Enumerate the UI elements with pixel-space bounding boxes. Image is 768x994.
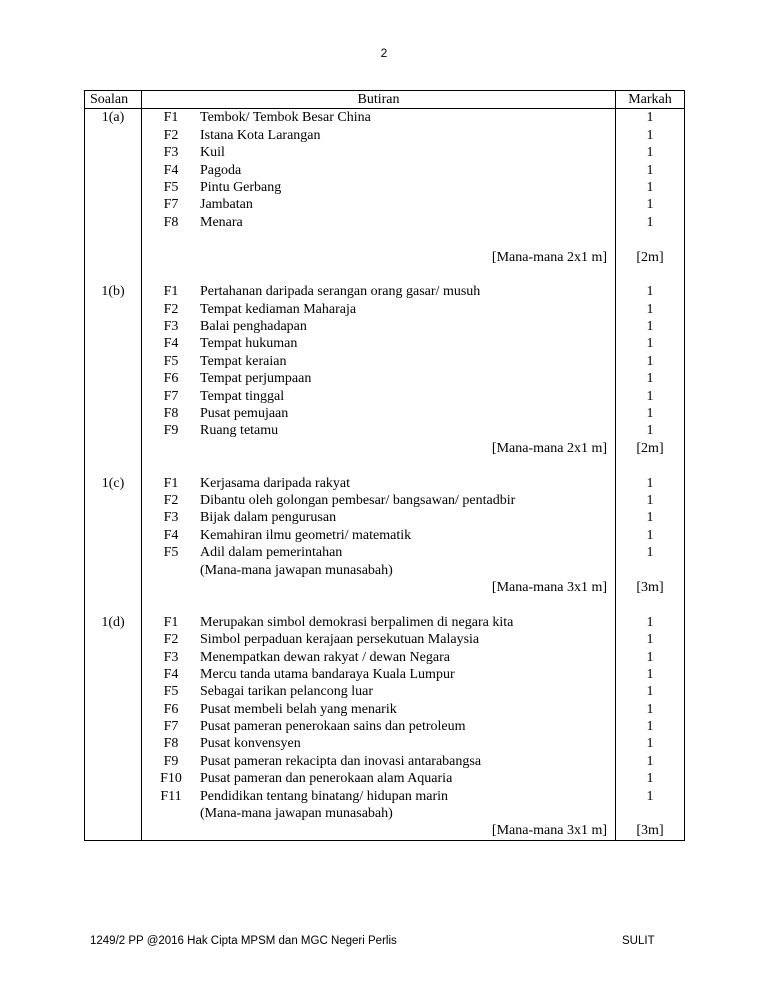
item-mark: 1 — [646, 493, 654, 508]
item-mark: 1 — [646, 214, 654, 230]
section-total: [2m] — [636, 440, 664, 456]
summary-instruction: [Mana-mana 3x1 m] — [491, 823, 607, 839]
details-cell — [142, 475, 616, 614]
answer-text: Sebagai tarikan pelancong luar — [200, 684, 373, 700]
answer-item — [148, 179, 609, 196]
footer-copyright: 1249/2 PP @2016 Hak Cipta MPSM dan MGC Negeri Perlis — [90, 935, 397, 947]
section-row — [85, 614, 685, 841]
answer-item — [148, 718, 609, 735]
answer-text: Merupakan simbol demokrasi berpalimen di negara kita — [200, 614, 514, 630]
answer-item — [148, 631, 609, 648]
marks-cell — [616, 283, 685, 474]
answer-item — [148, 301, 609, 318]
answer-item — [148, 527, 609, 544]
answer-item — [148, 788, 609, 805]
table-header-row — [85, 91, 685, 109]
item-mark: 1 — [646, 371, 654, 387]
marks-cell — [616, 614, 685, 841]
answer-text: Balai penghadapan — [200, 319, 307, 335]
answer-text: Adil dalam pemerintahan — [200, 545, 343, 561]
summary-instruction: [Mana-mana 2x1 m] — [491, 440, 607, 456]
item-mark: 1 — [646, 127, 654, 143]
table-body — [85, 109, 685, 840]
answer-code: F2 — [163, 127, 179, 143]
answer-code: F10 — [160, 771, 182, 787]
header-soalan: Soalan — [85, 91, 142, 109]
header-markah: Markah — [616, 91, 685, 109]
answer-code: F9 — [163, 423, 179, 439]
answer-text: Pusat pameran penerokaan sains dan petroleum — [200, 719, 466, 735]
answer-code: F3 — [163, 319, 179, 335]
answer-code: F1 — [163, 110, 179, 126]
answer-item — [148, 753, 609, 770]
answer-text: Kerjasama daripada rakyat — [200, 475, 351, 491]
footer-classification: SULIT — [622, 935, 655, 947]
summary-instruction: [Mana-mana 3x1 m] — [491, 579, 607, 595]
answer-code: F5 — [163, 353, 179, 369]
answer-code: F5 — [163, 179, 179, 195]
answer-text: Pusat pameran dan penerokaan alam Aquaria — [200, 771, 453, 787]
question-cell — [85, 283, 142, 474]
answer-item — [148, 735, 609, 752]
section-total: [2m] — [636, 249, 664, 265]
question-cell — [85, 475, 142, 614]
item-mark: 1 — [646, 788, 654, 804]
item-mark: 1 — [646, 771, 654, 787]
answer-code: F3 — [163, 145, 179, 161]
item-mark: 1 — [646, 684, 654, 700]
details-cell — [142, 283, 616, 474]
answer-code: F11 — [160, 788, 182, 804]
answer-text: Kuil — [200, 145, 225, 161]
answer-text: Tempat tinggal — [200, 388, 285, 404]
item-mark: 1 — [646, 388, 654, 404]
answer-code: F4 — [163, 527, 179, 543]
answer-text: Tempat keraian — [200, 353, 287, 369]
section-row — [85, 475, 685, 614]
item-mark: 1 — [646, 510, 654, 526]
answer-item — [148, 492, 609, 509]
answer-text: Tempat kediaman Maharaja — [200, 301, 357, 317]
item-mark: 1 — [646, 649, 654, 665]
answer-item — [148, 649, 609, 666]
answer-code: F2 — [163, 301, 179, 317]
item-mark: 1 — [646, 475, 654, 491]
answer-item — [148, 196, 609, 213]
answer-note: (Mana-mana jawapan munasabah) — [200, 806, 393, 822]
answer-item — [148, 405, 609, 422]
item-mark: 1 — [646, 162, 654, 178]
answer-text: Tempat hukuman — [200, 336, 298, 352]
answer-item — [148, 335, 609, 352]
answer-code: F3 — [163, 649, 179, 665]
answer-code: F7 — [163, 197, 179, 213]
answer-code: F4 — [163, 162, 179, 178]
answer-note: (Mana-mana jawapan munasabah) — [200, 562, 393, 578]
marks-cell — [616, 109, 685, 283]
item-mark: 1 — [646, 197, 654, 213]
item-mark: 1 — [646, 284, 654, 300]
answer-text: Mercu tanda utama bandaraya Kuala Lumpur — [200, 666, 455, 682]
item-mark: 1 — [646, 406, 654, 422]
answer-item — [148, 475, 609, 492]
item-mark: 1 — [646, 301, 654, 317]
section-total: [3m] — [636, 579, 664, 595]
answer-code: F8 — [163, 736, 179, 752]
item-mark: 1 — [646, 545, 654, 561]
answer-code: F1 — [163, 614, 179, 630]
answer-item — [148, 353, 609, 370]
answer-item — [148, 109, 609, 126]
item-mark: 1 — [646, 423, 654, 439]
item-mark: 1 — [646, 632, 654, 648]
answer-text: Pusat membeli belah yang menarik — [200, 701, 397, 717]
answer-item — [148, 666, 609, 683]
answer-code: F1 — [163, 475, 179, 491]
question-label: 1(d) — [101, 614, 125, 630]
question-cell — [85, 614, 142, 841]
answer-item — [148, 683, 609, 700]
header-butiran: Butiran — [142, 91, 616, 109]
answer-text: Dibantu oleh golongan pembesar/ bangsawan/ pentadbir — [200, 493, 516, 508]
answer-item — [148, 318, 609, 335]
item-mark: 1 — [646, 527, 654, 543]
answer-text: Pertahanan daripada serangan orang gasar/ musuh — [200, 284, 481, 300]
answer-item — [148, 422, 609, 439]
answer-item — [148, 701, 609, 718]
item-mark: 1 — [646, 110, 654, 126]
answer-text: Jambatan — [200, 197, 253, 213]
answer-text: Tembok/ Tembok Besar China — [200, 110, 371, 126]
answer-code: F1 — [163, 284, 179, 300]
question-label: 1(b) — [101, 284, 125, 300]
answer-item — [148, 370, 609, 387]
item-mark: 1 — [646, 145, 654, 161]
answer-item — [148, 509, 609, 526]
item-mark: 1 — [646, 701, 654, 717]
section-total: [3m] — [636, 823, 664, 839]
answer-text: Pusat pameran rekacipta dan inovasi antarabangsa — [200, 753, 482, 769]
page-number: 2 — [380, 46, 388, 60]
answer-item — [148, 283, 609, 300]
answer-text: Pendidikan tentang binatang/ hidupan marin — [200, 788, 449, 804]
answer-item — [148, 127, 609, 144]
answer-code: F7 — [163, 388, 179, 404]
answer-code: F6 — [163, 701, 179, 717]
question-cell — [85, 109, 142, 283]
answer-text: Pusat pemujaan — [200, 406, 289, 422]
item-mark: 1 — [646, 353, 654, 369]
answer-text: Pagoda — [200, 162, 242, 178]
answer-code: F2 — [163, 632, 179, 648]
item-mark: 1 — [646, 719, 654, 735]
item-mark: 1 — [646, 614, 654, 630]
answer-text: Istana Kota Larangan — [200, 127, 321, 143]
details-cell — [142, 109, 616, 283]
answer-code: F4 — [163, 336, 179, 352]
marks-cell — [616, 475, 685, 614]
answer-code: F4 — [163, 666, 179, 682]
item-mark: 1 — [646, 736, 654, 752]
answer-item — [148, 144, 609, 161]
answer-code: F7 — [163, 719, 179, 735]
answer-text: Simbol perpaduan kerajaan persekutuan Malaysia — [200, 632, 480, 648]
answer-item — [148, 162, 609, 179]
section-row — [85, 283, 685, 474]
answer-code: F2 — [163, 493, 179, 508]
answer-item — [148, 614, 609, 631]
item-mark: 1 — [646, 179, 654, 195]
answer-code: F5 — [163, 684, 179, 700]
question-label: 1(a) — [101, 110, 125, 126]
item-mark: 1 — [646, 666, 654, 682]
answer-text: Ruang tetamu — [200, 423, 279, 439]
answer-code: F6 — [163, 371, 179, 387]
answer-item — [148, 214, 609, 231]
answer-code: F8 — [163, 214, 179, 230]
answer-code: F8 — [163, 406, 179, 422]
question-label: 1(c) — [101, 475, 125, 491]
answer-text: Tempat perjumpaan — [200, 371, 312, 387]
answer-text: Pusat konvensyen — [200, 736, 301, 752]
item-mark: 1 — [646, 753, 654, 769]
answer-code: F9 — [163, 753, 179, 769]
answer-item — [148, 770, 609, 787]
answer-item — [148, 388, 609, 405]
answer-item — [148, 544, 609, 561]
answer-text: Kemahiran ilmu geometri/ matematik — [200, 527, 412, 543]
answer-text: Pintu Gerbang — [200, 179, 282, 195]
summary-instruction: [Mana-mana 2x1 m] — [491, 249, 607, 265]
answer-text: Bijak dalam pengurusan — [200, 510, 337, 526]
item-mark: 1 — [646, 336, 654, 352]
section-row — [85, 109, 685, 283]
answer-code: F5 — [163, 545, 179, 561]
details-cell — [142, 614, 616, 841]
answer-text: Menempatkan dewan rakyat / dewan Negara — [200, 649, 450, 665]
answer-text: Menara — [200, 214, 243, 230]
marking-scheme-table — [84, 90, 685, 841]
answer-code: F3 — [163, 510, 179, 526]
item-mark: 1 — [646, 319, 654, 335]
